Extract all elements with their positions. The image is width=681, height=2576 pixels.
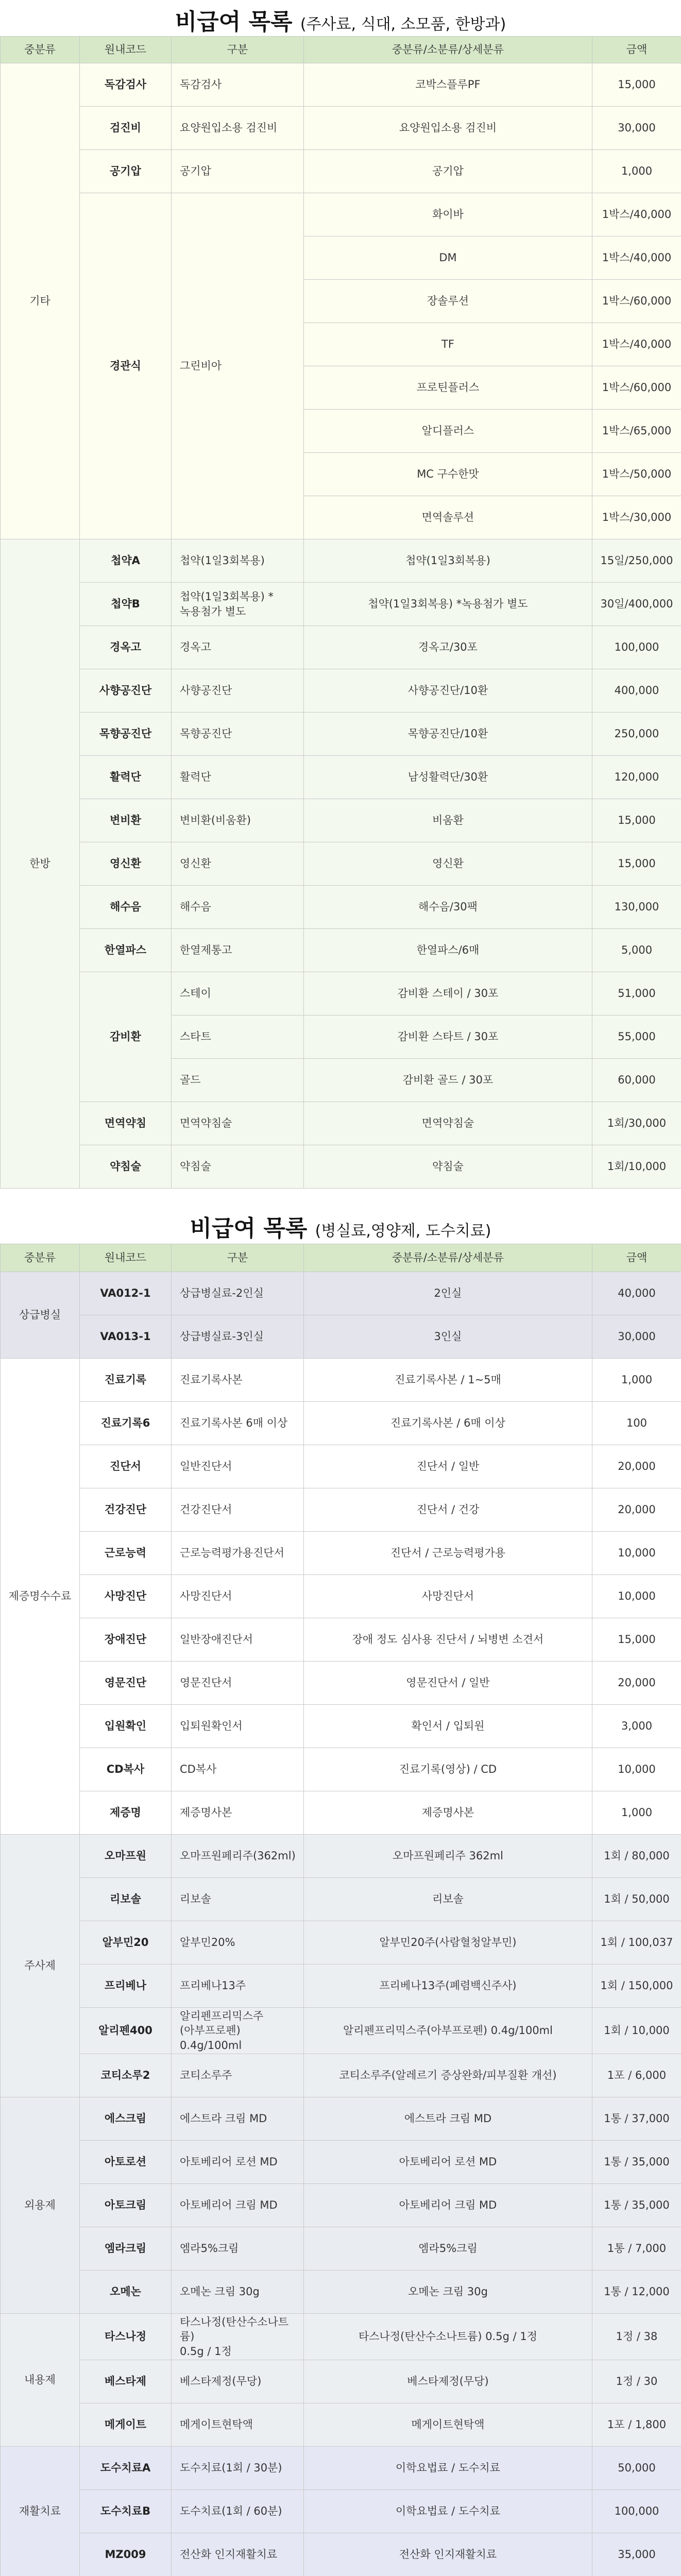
header-type: 구분 [172,37,304,63]
detail-cell: 확인서 / 입퇴원 [304,1705,592,1748]
code-cell: 아토크림 [80,2184,172,2227]
type-cell: CD복사 [172,1748,304,1791]
type-cell: 목향공진단 [172,713,304,756]
amount-cell: 1,000 [592,150,681,193]
type-cell: 진료기록사본 6매 이상 [172,1402,304,1445]
detail-cell: 감비환 스테이 / 30포 [304,972,592,1015]
type-cell: 오메논 크림 30g [172,2270,304,2314]
type-cell: 독감검사 [172,63,304,107]
type-cell: 스테이 [172,972,304,1015]
amount-cell: 100 [592,1402,681,1445]
section-2-subtitle: (병실료,영양제, 도수치료) [315,1222,491,1240]
category-cell: 주사제 [1,1835,80,2097]
type-cell: 상급병실료-2인실 [172,1272,304,1315]
amount-cell: 1통 / 35,000 [592,2141,681,2184]
table-row [1,1575,681,1618]
table-row [1,63,681,107]
type-cell: 도수치료(1회 / 30분) [172,2447,304,2490]
type-cell: 영신환 [172,842,304,886]
amount-cell: 1통 / 35,000 [592,2184,681,2227]
table-row [1,972,681,1015]
header-detail: 중분류/소분류/상세분류 [304,1244,592,1272]
category-cell: 한방 [1,539,80,1189]
table-row [1,1921,681,1964]
code-cell: 타스나정 [80,2314,172,2360]
table-row [1,1359,681,1402]
detail-cell: 진단서 / 건강 [304,1488,592,1532]
detail-cell: 아토베리어 크림 MD [304,2184,592,2227]
detail-cell: 진단서 / 근로능력평가용 [304,1532,592,1575]
detail-cell: 에스트라 크림 MD [304,2097,592,2141]
type-cell: 타스나정(탄산수소나트륨) 0.5g / 1정 [172,2314,304,2360]
amount-cell: 15,000 [592,63,681,107]
code-cell: 사향공진단 [80,669,172,713]
table-row [1,799,681,842]
table-row [1,2270,681,2314]
amount-cell: 1박스/60,000 [592,366,681,410]
code-cell: 진료기록 [80,1359,172,1402]
amount-cell: 1포 / 1,800 [592,2403,681,2447]
type-cell: 그린비아 [172,193,304,539]
amount-cell: 1박스/50,000 [592,453,681,496]
type-cell: 약침술 [172,1145,304,1189]
code-cell: 엠라크림 [80,2227,172,2270]
detail-cell: 해수음/30팩 [304,886,592,929]
amount-cell: 15,000 [592,842,681,886]
type-cell: 골드 [172,1059,304,1102]
amount-cell: 1회 / 10,000 [592,2008,681,2054]
type-cell: 전산화 인지재활치료 [172,2533,304,2576]
detail-cell: 영신환 [304,842,592,886]
detail-cell: 장솔루션 [304,280,592,323]
header-type: 구분 [172,1244,304,1272]
detail-cell: 진료기록사본 / 6매 이상 [304,1402,592,1445]
table-row [1,2360,681,2403]
amount-cell: 1정 / 38 [592,2314,681,2360]
amount-cell: 20,000 [592,1488,681,1532]
detail-cell: 장애 정도 심사용 진단서 / 뇌병변 소견서 [304,1618,592,1662]
detail-cell: 사향공진단/10환 [304,669,592,713]
table-row [1,2533,681,2576]
category-cell: 재활치료 [1,2447,80,2576]
detail-cell: 타스나정(탄산수소나트륨) 0.5g / 1정 [304,2314,592,2360]
code-cell: 한열파스 [80,929,172,972]
amount-cell: 1회 / 150,000 [592,1964,681,2008]
detail-cell: DM [304,236,592,280]
amount-cell: 1회/10,000 [592,1145,681,1189]
amount-cell: 50,000 [592,2447,681,2490]
table-row [1,1964,681,2008]
detail-cell: 면역솔루션 [304,496,592,539]
type-cell: 사향공진단 [172,669,304,713]
type-cell: 진료기록사본 [172,1359,304,1402]
detail-cell: 진료기록사본 / 1~5매 [304,1359,592,1402]
amount-cell: 1박스/30,000 [592,496,681,539]
detail-cell: 알디플러스 [304,410,592,453]
table-row [1,929,681,972]
detail-cell: 요양원입소용 검진비 [304,107,592,150]
table-row [1,1748,681,1791]
detail-cell: 사망진단서 [304,1575,592,1618]
code-cell: 도수치료A [80,2447,172,2490]
type-cell: 경옥고 [172,626,304,669]
code-cell: 목향공진단 [80,713,172,756]
amount-cell: 20,000 [592,1445,681,1488]
code-cell: 면역약침 [80,1102,172,1145]
section-1-table [0,36,681,1189]
code-cell: 경옥고 [80,626,172,669]
category-cell: 내용제 [1,2314,80,2447]
detail-cell: 약침술 [304,1145,592,1189]
code-cell: 베스타제 [80,2360,172,2403]
detail-cell: 이학요법료 / 도수치료 [304,2447,592,2490]
type-cell: 첩약(1일3회복용) * 녹용첨가 별도 [172,583,304,626]
table-row [1,1272,681,1315]
amount-cell: 1박스/40,000 [592,323,681,366]
table-row [1,1244,681,1272]
code-cell: 영문진단 [80,1662,172,1705]
type-cell: 아토베리어 로션 MD [172,2141,304,2184]
code-cell: 검진비 [80,107,172,150]
table-row [1,2227,681,2270]
detail-cell: 알리펜프리믹스주(아부프로펜) 0.4g/100ml [304,2008,592,2054]
code-cell: 해수음 [80,886,172,929]
amount-cell: 1정 / 30 [592,2360,681,2403]
table-row [1,583,681,626]
detail-cell: 코티소루주(알레르기 증상완화/피부질환 개선) [304,2054,592,2097]
table-row [1,1488,681,1532]
detail-cell: 리보솔 [304,1878,592,1921]
table-row [1,1662,681,1705]
type-cell: 건강진단서 [172,1488,304,1532]
section-2-title [0,1210,681,1243]
detail-cell: 첩약(1일3회복용) *녹용첨가 별도 [304,583,592,626]
code-cell: 오메논 [80,2270,172,2314]
table-row [1,2314,681,2360]
amount-cell: 3,000 [592,1705,681,1748]
type-cell: 프리베나13주 [172,1964,304,2008]
code-cell: 사망진단 [80,1575,172,1618]
header-category: 중분류 [1,37,80,63]
amount-cell: 400,000 [592,669,681,713]
table-row [1,626,681,669]
type-cell: 오마프원페리주(362ml) [172,1835,304,1878]
detail-cell: 오마프원페리주 362ml [304,1835,592,1878]
table-row [1,842,681,886]
detail-cell: 3인실 [304,1315,592,1359]
code-cell: CD복사 [80,1748,172,1791]
code-cell: 첩약A [80,539,172,583]
table-row [1,1835,681,1878]
amount-cell: 55,000 [592,1015,681,1059]
code-cell: 입원확인 [80,1705,172,1748]
type-cell: 첩약(1일3회복용) [172,539,304,583]
type-cell: 메게이트현탁액 [172,2403,304,2447]
category-cell: 기타 [1,63,80,539]
type-cell: 상급병실료-3인실 [172,1315,304,1359]
detail-cell: 화이바 [304,193,592,236]
amount-cell: 1박스/40,000 [592,193,681,236]
type-cell: 스타트 [172,1015,304,1059]
amount-cell: 51,000 [592,972,681,1015]
detail-cell: 진단서 / 일반 [304,1445,592,1488]
type-cell: 공기압 [172,150,304,193]
table-row [1,1315,681,1359]
table-row [1,2008,681,2054]
amount-cell: 10,000 [592,1748,681,1791]
detail-cell: 프로틴플러스 [304,366,592,410]
code-cell: 공기압 [80,150,172,193]
detail-cell: 프리베나13주(폐렴백신주사) [304,1964,592,2008]
type-cell: 면역약침술 [172,1102,304,1145]
amount-cell: 60,000 [592,1059,681,1102]
amount-cell: 1박스/60,000 [592,280,681,323]
code-cell: 에스크림 [80,2097,172,2141]
detail-cell: 경옥고/30포 [304,626,592,669]
table-row [1,1705,681,1748]
detail-cell: 베스타제정(무당) [304,2360,592,2403]
type-cell: 에스트라 크림 MD [172,2097,304,2141]
amount-cell: 1통 / 12,000 [592,2270,681,2314]
amount-cell: 1통 / 7,000 [592,2227,681,2270]
type-cell: 변비환(비움환) [172,799,304,842]
amount-cell: 1회 / 80,000 [592,1835,681,1878]
amount-cell: 130,000 [592,886,681,929]
type-cell: 한열제통고 [172,929,304,972]
amount-cell: 15,000 [592,799,681,842]
section-1-subtitle: (주사료, 식대, 소모품, 한방과) [300,15,506,33]
amount-cell: 20,000 [592,1662,681,1705]
code-cell: 진료기록6 [80,1402,172,1445]
table-row [1,2490,681,2533]
table-row [1,1878,681,1921]
code-cell: 오마프원 [80,1835,172,1878]
amount-cell: 1,000 [592,1359,681,1402]
code-cell: 경관식 [80,193,172,539]
amount-cell: 1회/30,000 [592,1102,681,1145]
table-row [1,2403,681,2447]
type-cell: 근로능력평가용진단서 [172,1532,304,1575]
table-row [1,1102,681,1145]
type-cell: 사망진단서 [172,1575,304,1618]
type-cell: 아토베리어 크림 MD [172,2184,304,2227]
table-row [1,539,681,583]
category-cell: 상급병실 [1,1272,80,1359]
section-1-title [0,3,681,36]
code-cell: 장애진단 [80,1618,172,1662]
amount-cell: 1회 / 100,037 [592,1921,681,1964]
table-row [1,2141,681,2184]
amount-cell: 30,000 [592,1315,681,1359]
detail-cell: 목향공진단/10환 [304,713,592,756]
header-code: 원내코드 [80,37,172,63]
type-cell: 활력단 [172,756,304,799]
type-cell: 리보솔 [172,1878,304,1921]
type-cell: 베스타제정(무당) [172,2360,304,2403]
detail-cell: 아토베리어 로션 MD [304,2141,592,2184]
table-row [1,1532,681,1575]
code-cell: 프리베나 [80,1964,172,2008]
type-cell: 코티소루주 [172,2054,304,2097]
table-row [1,713,681,756]
detail-cell: 메게이트현탁액 [304,2403,592,2447]
section-1-title-main: 비급여 목록 [175,9,293,35]
code-cell: 독감검사 [80,63,172,107]
table-row [1,886,681,929]
type-cell: 요양원입소용 검진비 [172,107,304,150]
table-row [1,37,681,63]
table-row [1,1791,681,1835]
header-detail: 중분류/소분류/상세분류 [304,37,592,63]
section-2-table [0,1244,681,2576]
header-category: 중분류 [1,1244,80,1272]
table-row [1,1445,681,1488]
code-cell: 첩약B [80,583,172,626]
code-cell: 근로능력 [80,1532,172,1575]
code-cell: VA012-1 [80,1272,172,1315]
amount-cell: 5,000 [592,929,681,972]
table-row [1,1402,681,1445]
amount-cell: 1,000 [592,1791,681,1835]
detail-cell: 2인실 [304,1272,592,1315]
header-amount: 금액 [592,37,681,63]
code-cell: 약침술 [80,1145,172,1189]
type-cell: 알리펜프리믹스주 (아부프로펜) 0.4g/100ml [172,2008,304,2054]
detail-cell: 진료기록(영상) / CD [304,1748,592,1791]
table-row [1,2184,681,2227]
category-cell: 제증명수수료 [1,1359,80,1835]
code-cell: 건강진단 [80,1488,172,1532]
table-row [1,1145,681,1189]
code-cell: VA013-1 [80,1315,172,1359]
detail-cell: 면역약침술 [304,1102,592,1145]
amount-cell: 15일/250,000 [592,539,681,583]
detail-cell: MC 구수한맛 [304,453,592,496]
amount-cell: 1회 / 50,000 [592,1878,681,1921]
amount-cell: 1통 / 37,000 [592,2097,681,2141]
code-cell: 제증명 [80,1791,172,1835]
amount-cell: 15,000 [592,1618,681,1662]
detail-cell: 제증명사본 [304,1791,592,1835]
code-cell: 활력단 [80,756,172,799]
detail-cell: 엠라5%크림 [304,2227,592,2270]
section-2 [0,1206,681,2576]
table-row [1,193,681,236]
detail-cell: 감비환 골드 / 30포 [304,1059,592,1102]
header-amount: 금액 [592,1244,681,1272]
code-cell: 알리펜400 [80,2008,172,2054]
amount-cell: 30일/400,000 [592,583,681,626]
type-cell: 도수치료(1회 / 60분) [172,2490,304,2533]
detail-cell: 공기압 [304,150,592,193]
amount-cell: 250,000 [592,713,681,756]
code-cell: MZ009 [80,2533,172,2576]
amount-cell: 1포 / 6,000 [592,2054,681,2097]
section-2-title-main: 비급여 목록 [190,1215,308,1242]
type-cell: 해수음 [172,886,304,929]
type-cell: 엠라5%크림 [172,2227,304,2270]
detail-cell: 코박스플루PF [304,63,592,107]
code-cell: 감비환 [80,972,172,1102]
code-cell: 아토로션 [80,2141,172,2184]
detail-cell: 영문진단서 / 일반 [304,1662,592,1705]
code-cell: 코티소루2 [80,2054,172,2097]
category-cell: 외용제 [1,2097,80,2314]
table-row [1,669,681,713]
detail-cell: 감비환 스타트 / 30포 [304,1015,592,1059]
amount-cell: 10,000 [592,1575,681,1618]
detail-cell: 한열파스/6매 [304,929,592,972]
amount-cell: 35,000 [592,2533,681,2576]
section-1 [0,0,681,1206]
detail-cell: 알부민20주(사람혈청알부민) [304,1921,592,1964]
amount-cell: 1박스/40,000 [592,236,681,280]
table-row [1,2054,681,2097]
amount-cell: 40,000 [592,1272,681,1315]
code-cell: 메게이트 [80,2403,172,2447]
type-cell: 입퇴원확인서 [172,1705,304,1748]
amount-cell: 100,000 [592,2490,681,2533]
type-cell: 일반진단서 [172,1445,304,1488]
detail-cell: 남성활력단/30환 [304,756,592,799]
detail-cell: 비움환 [304,799,592,842]
detail-cell: 전산화 인지재활치료 [304,2533,592,2576]
header-code: 원내코드 [80,1244,172,1272]
amount-cell: 30,000 [592,107,681,150]
code-cell: 리보솔 [80,1878,172,1921]
code-cell: 영신환 [80,842,172,886]
table-row [1,107,681,150]
amount-cell: 10,000 [592,1532,681,1575]
table-row [1,2447,681,2490]
type-cell: 일반장애진단서 [172,1618,304,1662]
type-cell: 제증명사본 [172,1791,304,1835]
amount-cell: 1박스/65,000 [592,410,681,453]
code-cell: 변비환 [80,799,172,842]
detail-cell: 이학요법료 / 도수치료 [304,2490,592,2533]
amount-cell: 120,000 [592,756,681,799]
type-cell: 알부민20% [172,1921,304,1964]
type-cell: 영문진단서 [172,1662,304,1705]
amount-cell: 100,000 [592,626,681,669]
detail-cell: 첩약(1일3회복용) [304,539,592,583]
detail-cell: 오메논 크림 30g [304,2270,592,2314]
table-row [1,2097,681,2141]
table-row [1,756,681,799]
detail-cell: TF [304,323,592,366]
code-cell: 도수치료B [80,2490,172,2533]
table-row [1,1618,681,1662]
table-row [1,150,681,193]
code-cell: 진단서 [80,1445,172,1488]
code-cell: 알부민20 [80,1921,172,1964]
